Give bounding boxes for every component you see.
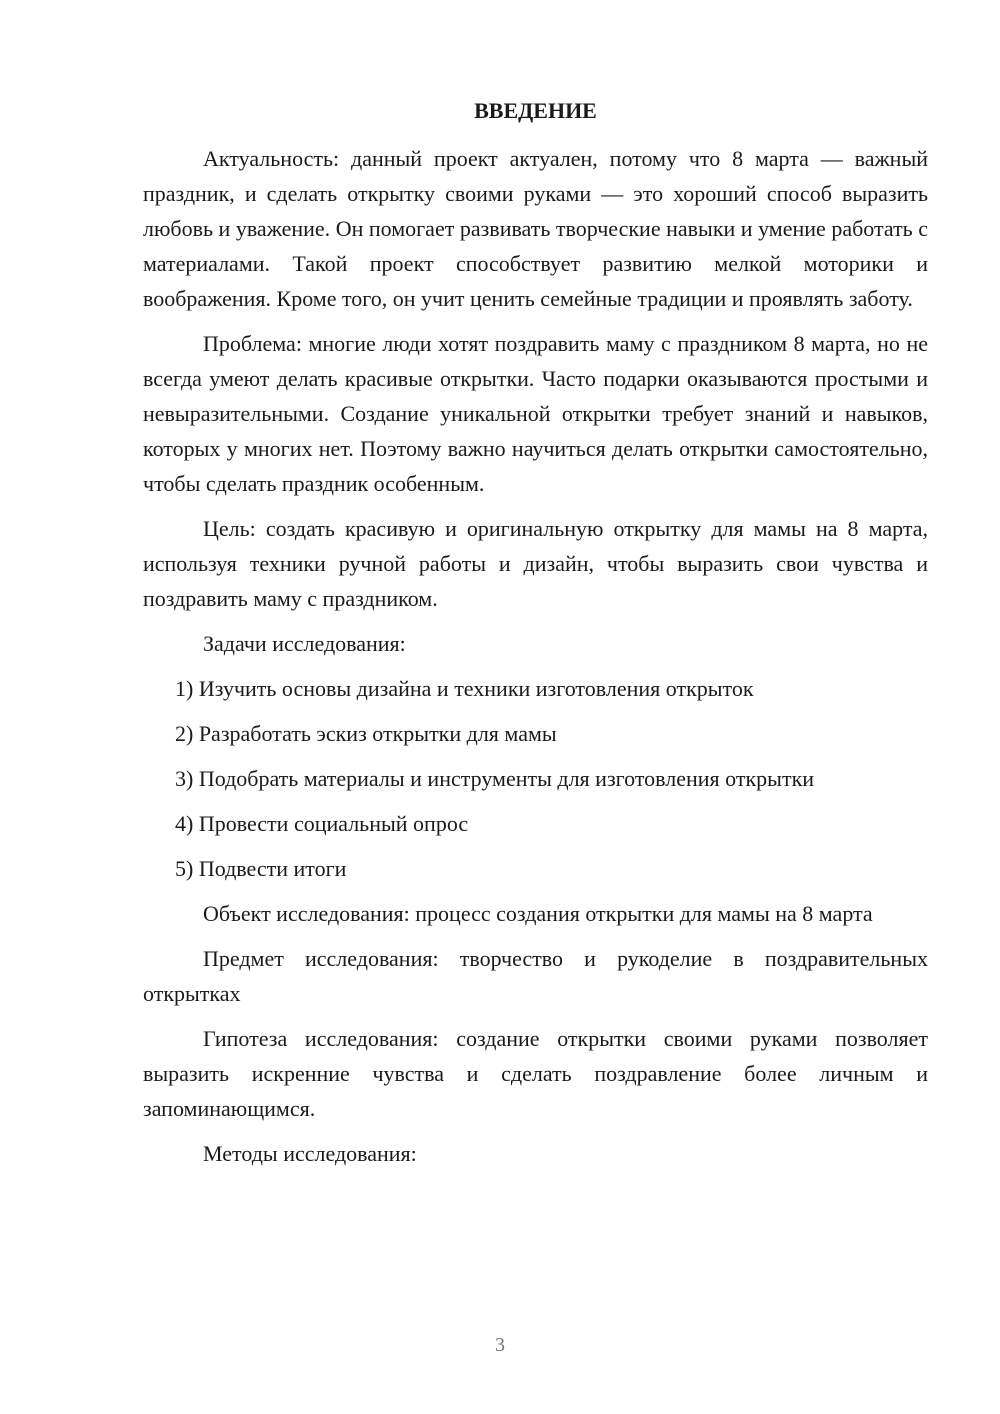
document-page <box>143 96 928 1181</box>
task-item-2: 2) Разработать эскиз открытки для мамы <box>175 721 557 746</box>
task-item-3: 3) Подобрать материалы и инструменты для изготовления открытки <box>175 766 815 791</box>
task-item-4: 4) Провести социальный опрос <box>175 811 469 836</box>
subject-paragraph: Предмет исследования: творчество и рукоделие в поздравительных открытках <box>143 946 928 1006</box>
tasks-list <box>143 671 928 886</box>
object-paragraph: Объект исследования: процесс создания открытки для мамы на 8 марта <box>203 901 873 926</box>
relevance-paragraph: Актуальность: данный проект актуален, потому что 8 марта — важный праздник, и сделать открытку своими руками — это хороший способ выразить любовь и уважение. Он помогает развивать творческие навыки и умение работать с материалами. Такой проект способствует развитию мелкой моторики и воображения. Кроме того, он учит ценить семейные традиции и проявлять заботу. <box>143 146 928 311</box>
task-item-5: 5) Подвести итоги <box>175 856 347 881</box>
methods-heading: Методы исследования: <box>203 1141 417 1166</box>
section-title: ВВЕДЕНИЕ <box>474 98 597 123</box>
page-number: 3 <box>495 1334 505 1356</box>
goal-paragraph: Цель: создать красивую и оригинальную открытку для мамы на 8 марта, используя техники ручной работы и дизайн, чтобы выразить свои чувства и поздравить маму с праздником. <box>143 516 928 611</box>
task-item-1: 1) Изучить основы дизайна и техники изготовления открыток <box>175 676 754 701</box>
hypothesis-paragraph: Гипотеза исследования: создание открытки своими руками позволяет выразить искренние чувства и сделать поздравление более личным и запоминающимся. <box>143 1026 928 1121</box>
tasks-heading: Задачи исследования: <box>203 631 406 656</box>
problem-paragraph: Проблема: многие люди хотят поздравить маму с праздником 8 марта, но не всегда умеют делать красивые открытки. Часто подарки оказываются простыми и невыразительными. Создание уникальной открытки требует знаний и навыков, которых у многих нет. Поэтому важно научиться делать открытки самостоятельно, чтобы сделать праздник особенным. <box>143 331 928 496</box>
